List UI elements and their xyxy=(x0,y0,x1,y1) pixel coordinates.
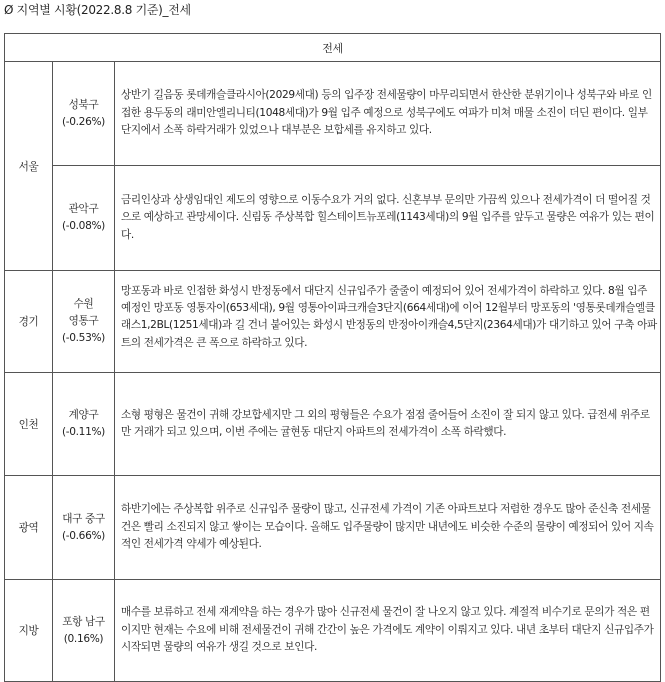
region-cell: 서울 xyxy=(5,62,53,271)
description-text: 망포동과 바로 인접한 화성시 반정동에서 대단지 신규입주가 줄줄이 예정되어 있어 전세가격이 하락하고 있다. 8월 입주 예정인 망포동 영통자이(653세대), 9월 영통아이파크캐슬3단지(664세대)에 이어 12월부터 망포동의 '영통롯데캐슬엘클래스1,2BL(1251세대)과 길 건너 붙어있는 화성시 반정동의 반정아이캐슬4,5단지(2364세대)가 대기하고 있어 구축 아파트의 전세가격은 큰 폭으로 하락하고 있다. xyxy=(121,284,657,349)
district-cell xyxy=(53,271,115,373)
description-text: 소형 평형은 물건이 귀해 강보합세지만 그 외의 평형들은 수요가 점점 줄어들어 소진이 잘 되지 않고 있다. 급전세 위주로만 거래가 되고 있으며, 이번 주에는 귤현동 대단지 아파트의 전세가격이 소폭 하락했다. xyxy=(121,408,650,438)
district-name: 계양구 xyxy=(68,409,99,421)
description-text: 상반기 길음동 롯데캐슬클라시아(2029세대) 등의 입주장 전세물량이 마무리되면서 한산한 분위기이나 성북구와 바로 인접한 용두동의 래미안엘리니티(1048세대)가 9월 입주 예정으로 성북구에도 여파가 미쳐 매물 소진이 더딘 편이다. 일부 단지에서 소폭 하락거래가 있었으나 대부분은 보합세를 유지하고 있다. xyxy=(121,89,652,137)
district-cell xyxy=(53,580,115,682)
change-rate: (-0.66%) xyxy=(62,529,105,542)
description-cell xyxy=(115,271,661,373)
table-row xyxy=(5,476,661,580)
district-cell xyxy=(53,476,115,580)
district-name: 성북구 xyxy=(68,98,99,111)
district-name: 대구 중구 xyxy=(62,512,105,525)
change-rate: (0.16%) xyxy=(63,632,104,645)
district-name-line: 영통구 xyxy=(68,315,99,327)
header-row xyxy=(5,34,661,62)
change-rate: (-0.26%) xyxy=(62,115,105,128)
page-caption: Ø 지역별 시황(2022.8.8 기준)_전세 xyxy=(4,3,191,17)
market-table xyxy=(4,33,661,682)
change-rate: (-0.11%) xyxy=(62,426,105,438)
district-name: 포항 남구 xyxy=(62,615,105,628)
description-cell xyxy=(115,373,661,476)
description-cell xyxy=(115,166,661,271)
region-cell: 경기 xyxy=(5,271,53,373)
change-rate: (-0.08%) xyxy=(62,220,105,232)
table-row xyxy=(5,580,661,682)
district-name-line: 수원 xyxy=(73,298,94,310)
description-text: 금리인상과 상생임대인 제도의 영향으로 이동수요가 거의 없다. 신혼부부 문의만 가끔씩 있으나 전세가격이 더 떨어질 것으로 예상하고 관망세이다. 신림동 주상복합 힐스테이트뉴포레(1143세대)의 9월 입주를 앞두고 물량은 여유가 있는 편이다. xyxy=(121,193,655,241)
district-cell xyxy=(53,62,115,166)
region-cell: 인천 xyxy=(5,373,53,476)
district-cell xyxy=(53,166,115,271)
table-row xyxy=(5,271,661,373)
description-cell xyxy=(115,476,661,580)
description-text: 매수를 보류하고 전세 재계약을 하는 경우가 많아 신규전세 물건이 잘 나오지 않고 있다. 계절적 비수기로 문의가 적은 편이지만 현재는 수요에 비해 전세물건이 귀해 간간이 높은 가격에도 계약이 이뤄지고 있다. 내년 초부터 대단지 신규입주가 시작되면 물량의 여유가 생길 것으로 보인다. xyxy=(121,606,654,654)
table-row xyxy=(5,373,661,476)
table-row xyxy=(5,62,661,166)
region-cell: 광역 xyxy=(5,476,53,580)
region-cell: 지방 xyxy=(5,580,53,682)
description-text: 하반기에는 주상복합 위주로 신규입주 물량이 많고, 신규전세 가격이 기존 아파트보다 저렴한 경우도 많아 준신축 전세물건은 빨리 소진되지 않고 쌓이는 모습이다. 올해도 입주물량이 많지만 내년에도 비슷한 수준의 물량이 예정되어 있어 지속적인 전세가격 약세가 예상된다. xyxy=(121,503,654,551)
district-name: 관악구 xyxy=(68,203,99,215)
change-rate: (-0.53%) xyxy=(62,332,105,344)
table-row xyxy=(5,166,661,271)
district-name xyxy=(53,296,114,330)
description-cell xyxy=(115,580,661,682)
district-cell xyxy=(53,373,115,476)
table-header: 전세 xyxy=(5,34,661,62)
description-cell xyxy=(115,62,661,166)
